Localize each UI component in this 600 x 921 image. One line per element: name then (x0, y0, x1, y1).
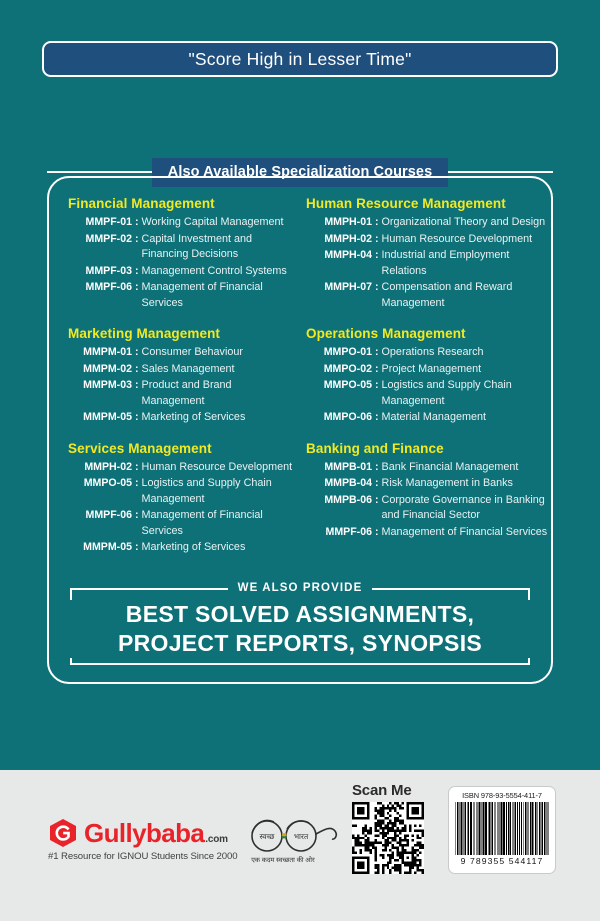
course-row (68, 410, 297, 426)
course-row (306, 362, 553, 378)
course-name: Working Capital Management (141, 216, 284, 228)
course-separator: : (135, 362, 139, 375)
course-group (306, 196, 553, 311)
course-code: MMPM-03 (83, 379, 132, 391)
course-separator: : (375, 477, 379, 489)
course-name: Operations Research (381, 346, 484, 358)
course-row (68, 362, 297, 378)
course-separator: : (135, 281, 139, 293)
courses-columns (47, 196, 553, 571)
course-name: Logistics and Supply Chain Management (141, 477, 272, 505)
course-code: MMPO-06 (323, 411, 372, 423)
course-name: Management of Financial Services (381, 525, 548, 538)
course-row (306, 248, 553, 279)
course-name: Management of Financial Services (141, 281, 263, 309)
course-separator: : (375, 460, 379, 473)
course-code: MMPF-06 (85, 281, 132, 293)
course-row (68, 460, 297, 476)
scan-me-block (352, 782, 430, 874)
course-name: Risk Management in Banks (381, 477, 513, 489)
course-row (306, 460, 553, 476)
swachh-tagline: एक कदम स्वच्छता की ओर (251, 857, 315, 864)
course-code: MMPM-02 (83, 362, 132, 375)
promo-line-1: BEST SOLVED ASSIGNMENTS, (70, 600, 530, 629)
logo-domain-suffix: .com (205, 834, 228, 845)
section-rule-right (448, 171, 553, 174)
section-rule-left (47, 171, 152, 174)
course-name: Human Resource Development (141, 460, 293, 473)
course-code: MMPF-01 (85, 216, 132, 228)
course-separator: : (375, 362, 379, 375)
course-name: Material Management (381, 411, 486, 423)
promo-label: WE ALSO PROVIDE (228, 582, 373, 594)
course-name: Logistics and Supply Chain Management (381, 379, 512, 407)
course-name: Management Control Systems (141, 264, 287, 277)
course-code: MMPF-02 (85, 232, 132, 245)
course-row (68, 280, 297, 311)
course-row (306, 345, 553, 361)
course-code: MMPF-06 (325, 525, 372, 538)
course-row (68, 378, 297, 409)
course-code: MMPF-03 (85, 264, 132, 277)
course-group-title: Financial Management (68, 196, 215, 211)
course-group (68, 196, 297, 311)
course-group (68, 441, 297, 556)
course-name: Bank Financial Management (381, 460, 519, 473)
section-title: Also Available Specialization Courses (152, 158, 449, 187)
course-separator: : (135, 411, 139, 423)
qr-code[interactable] (352, 802, 424, 874)
course-code: MMPH-02 (84, 460, 132, 473)
course-row (306, 215, 553, 231)
promo-line-2: PROJECT REPORTS, SYNOPSIS (70, 629, 530, 658)
course-row (68, 232, 297, 263)
course-row (306, 476, 553, 492)
isbn-label: ISBN 978-93-5554-411-7 (462, 791, 542, 800)
course-name: Marketing of Services (141, 411, 246, 423)
course-code: MMPB-01 (324, 460, 372, 473)
course-code: MMPF-06 (85, 509, 132, 521)
course-group-title: Banking and Finance (306, 440, 444, 456)
course-row (68, 264, 297, 280)
course-separator: : (135, 232, 139, 245)
course-group-title: Services Management (68, 440, 212, 456)
course-row (306, 525, 553, 541)
course-code: MMPH-02 (324, 232, 372, 245)
course-name: Industrial and Employment Relations (381, 249, 510, 277)
scan-me-label: Scan Me (352, 782, 412, 799)
course-code: MMPM-05 (83, 541, 132, 553)
course-separator: : (375, 216, 379, 228)
course-row (68, 215, 297, 231)
course-name: Consumer Behaviour (141, 346, 243, 358)
course-name: Human Resource Development (381, 232, 533, 245)
swachh-bharat-logo (243, 814, 343, 868)
course-separator: : (375, 411, 379, 423)
course-group-title: Marketing Management (68, 326, 221, 341)
course-separator: : (135, 509, 139, 521)
gullybaba-logo (48, 818, 237, 862)
swachh-right-lens-text: भारत (293, 832, 309, 841)
course-code: MMPB-06 (324, 493, 372, 506)
course-code: MMPO-05 (323, 379, 372, 391)
course-code: MMPH-01 (324, 216, 372, 228)
course-row (306, 280, 553, 311)
isbn-barcode-block (448, 786, 556, 874)
course-separator: : (375, 493, 379, 506)
course-code: MMPO-05 (83, 477, 132, 489)
course-row (306, 493, 553, 524)
promo-lines (70, 600, 530, 658)
course-row (68, 540, 297, 556)
course-name: Product and Brand Management (141, 379, 232, 407)
course-separator: : (135, 541, 139, 553)
course-row (68, 508, 297, 539)
course-code: MMPH-07 (324, 281, 372, 293)
logo-wordmark: Gullybaba (84, 818, 205, 848)
course-code: MMPB-04 (324, 477, 372, 489)
course-row (306, 232, 553, 248)
course-separator: : (135, 460, 139, 473)
isbn-digits: 9 789355 544117 (460, 856, 544, 866)
logo-tagline: #1 Resource for IGNOU Students Since 2000 (48, 851, 238, 862)
course-name: Management of Financial Services (141, 509, 263, 537)
course-name: Corporate Governance in Banking and Financial Sector (381, 493, 545, 521)
course-row (68, 476, 297, 507)
courses-column-left (47, 196, 297, 571)
course-code: MMPO-01 (323, 346, 372, 358)
course-name: Compensation and Reward Management (381, 281, 513, 309)
quote-text: "Score High in Lesser Time" (188, 48, 412, 69)
course-separator: : (135, 346, 139, 358)
gullybaba-hexagon-icon (48, 818, 78, 848)
barcode-bars (454, 802, 550, 855)
course-group-title: Operations Management (306, 326, 466, 341)
logo-row (48, 818, 237, 848)
quote-banner (42, 41, 558, 77)
course-code: MMPM-05 (83, 411, 132, 423)
course-separator: : (135, 264, 139, 277)
course-group (68, 326, 297, 426)
course-code: MMPH-04 (324, 249, 372, 261)
course-group (306, 326, 553, 426)
course-separator: : (135, 379, 139, 391)
course-separator: : (135, 216, 139, 228)
swachh-left-lens-text: स्वच्छ (259, 832, 275, 841)
course-separator: : (375, 249, 379, 261)
course-code: MMPO-02 (323, 362, 372, 375)
course-group-title: Human Resource Management (306, 196, 506, 211)
course-row (306, 378, 553, 409)
promo-label-wrap (70, 578, 530, 598)
course-group (306, 441, 553, 541)
course-separator: : (375, 232, 379, 245)
course-separator: : (375, 525, 379, 538)
course-separator: : (375, 346, 379, 358)
course-code: MMPM-01 (83, 346, 132, 358)
course-separator: : (135, 477, 139, 489)
course-row (68, 345, 297, 361)
course-row (306, 410, 553, 426)
course-name: Sales Management (141, 362, 235, 375)
course-name: Marketing of Services (141, 541, 246, 553)
courses-column-right (297, 196, 553, 571)
course-separator: : (375, 379, 379, 391)
course-name: Organizational Theory and Design (381, 216, 546, 228)
course-name: Project Management (381, 362, 482, 375)
course-name: Capital Investment and Financing Decisions (141, 232, 252, 260)
course-separator: : (375, 281, 379, 293)
